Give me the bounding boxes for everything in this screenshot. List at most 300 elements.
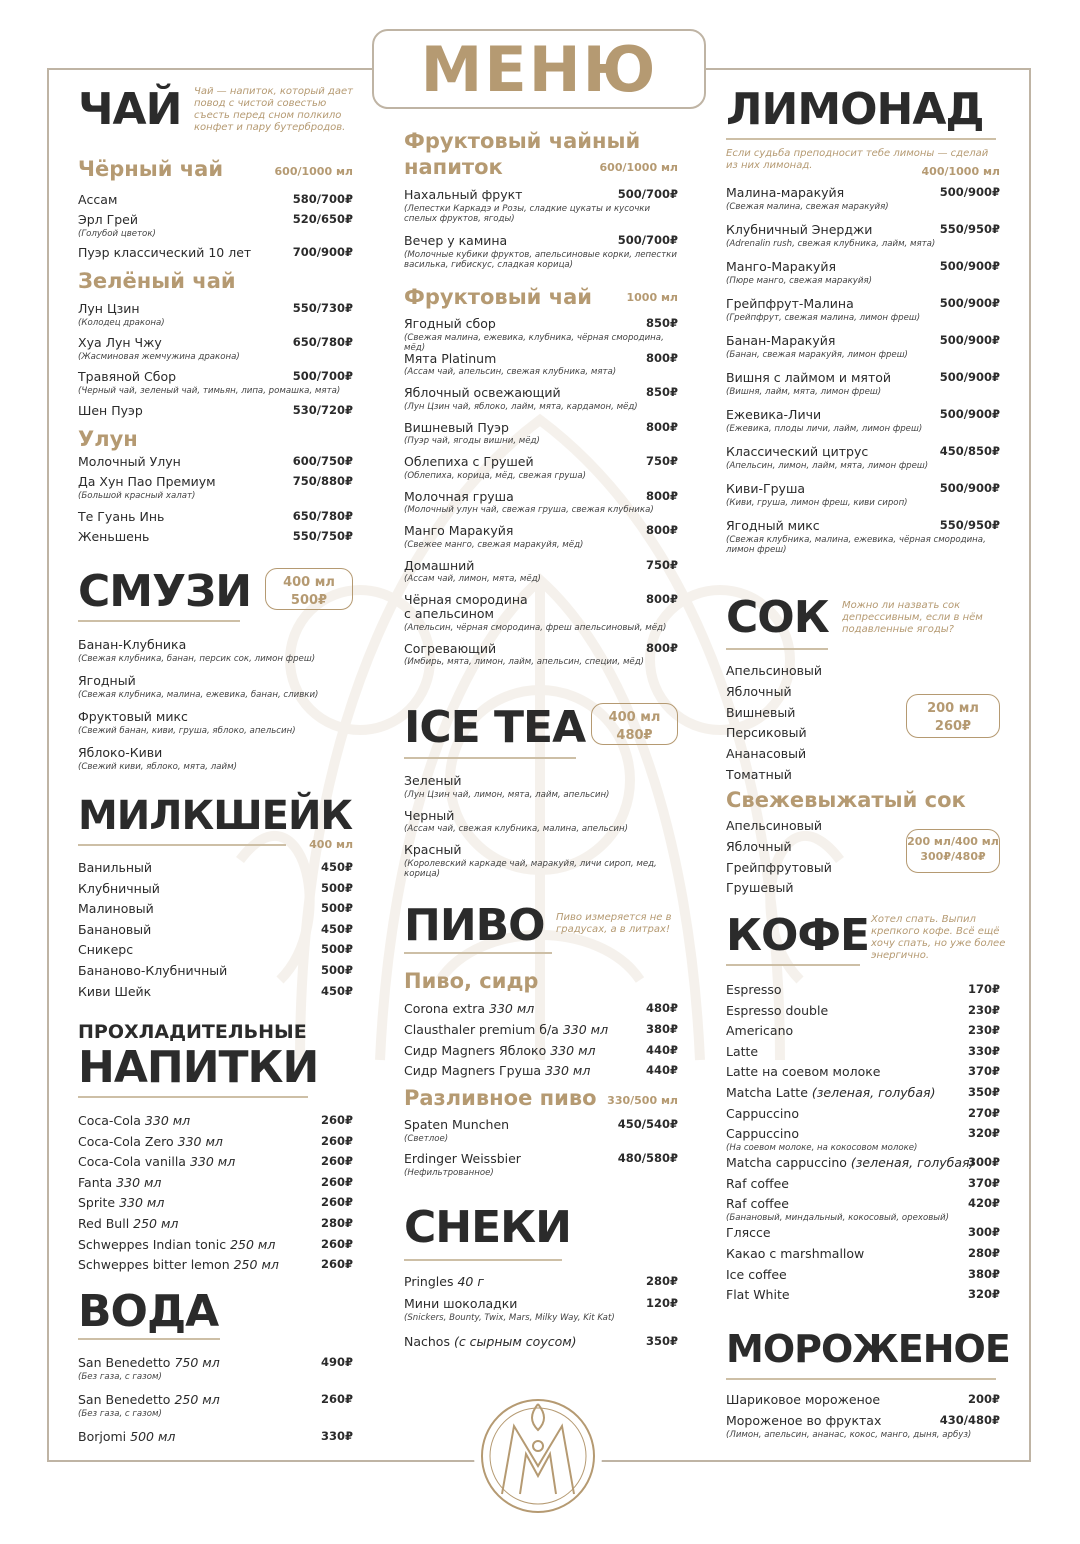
item-name: Erdinger Weissbier — [404, 1151, 521, 1166]
menu-item — [726, 1414, 1000, 1440]
item-name: Киви Шейк — [78, 983, 152, 999]
menu-item — [404, 234, 678, 270]
menu-item — [726, 1268, 1000, 1282]
item-price: 550/950₽ — [939, 222, 1000, 236]
item-name: Женьшень — [78, 529, 150, 544]
item-price: 280₽ — [967, 1246, 1000, 1260]
item-volume: (зеленая, голубая) — [850, 1155, 975, 1171]
item-name: Зеленый — [404, 773, 462, 788]
menu-item — [78, 964, 353, 978]
item-name: Вишневый — [726, 704, 796, 720]
item-name: Домашний — [404, 557, 475, 573]
item-description: (Киви, груша, лимон фреш, киви сироп) — [726, 497, 908, 508]
item-description: (Большой красный халат) — [78, 490, 196, 501]
item-description: (Лун Цзин чай, яблоко, лайм, мята, кардамон, мёд) — [404, 401, 638, 412]
item-name: Matcha cappuccino (зеленая, голубая) — [726, 1155, 975, 1171]
volume-price-badge — [591, 703, 678, 745]
menu-item — [78, 1155, 353, 1169]
item-name: Да Хун Пао Премиум — [78, 474, 216, 489]
item-price: 260₽ — [320, 1236, 353, 1251]
item-price: 800₽ — [645, 640, 678, 655]
menu-item — [78, 674, 353, 700]
item-name: Raf coffee — [726, 1196, 789, 1212]
menu-item — [78, 861, 353, 875]
menu-item — [78, 1258, 353, 1272]
menu-item — [404, 352, 678, 378]
section-divider — [726, 648, 828, 650]
item-name: Matcha Latte (зеленая, голубая) — [726, 1085, 936, 1100]
item-volume: (зеленая, голубая) — [811, 1085, 936, 1100]
item-price: 260₽ — [320, 1257, 353, 1272]
menu-item — [78, 193, 353, 207]
item-name: Грейпфрутовый — [726, 859, 832, 875]
menu-title: МЕНЮ — [420, 33, 658, 106]
menu-item — [78, 710, 353, 736]
item-volume: 250 мл — [174, 1392, 220, 1407]
menu-item — [404, 188, 678, 224]
item-price: 800₽ — [645, 592, 678, 606]
menu-item — [78, 510, 353, 524]
badge-volume: 200 мл/400 мл — [907, 835, 999, 848]
subsection-title: Пиво, сидр — [404, 969, 539, 993]
item-name: Вишня с лаймом и мятой — [726, 370, 892, 385]
item-name: Сникерс — [78, 942, 134, 958]
item-price: 350₽ — [967, 1085, 1000, 1099]
menu-item — [404, 1044, 678, 1058]
section-note: Если судьба преподносит тебе лимоны — сделай из них лимонад. — [726, 148, 989, 171]
menu-item — [726, 334, 1000, 360]
subsection-title: Зелёный чай — [78, 269, 236, 293]
item-description: (Ассам чай, лимон, мята, мёд) — [404, 574, 541, 585]
item-price: 500/700₽ — [617, 233, 678, 247]
item-price: 450/850₽ — [939, 444, 1000, 458]
menu-item — [78, 902, 353, 916]
item-name: Лун Цзин — [78, 301, 140, 316]
badge-volume: 400 мл — [283, 575, 335, 590]
item-description: (Имбирь, мята, лимон, лайм, апельсин, специи, мёд) — [404, 657, 645, 668]
item-volume: (с сырным соусом) — [453, 1334, 577, 1349]
menu-item — [726, 1197, 1000, 1223]
item-description: (Лун Цзин чай, лимон, мята, лайм, апельсин) — [404, 789, 610, 800]
item-price: 200₽ — [967, 1392, 1000, 1406]
menu-item — [78, 746, 353, 772]
item-description: (Апельсин, лимон, лайм, мята, лимон фреш) — [726, 460, 929, 471]
item-name: Яблочный — [726, 683, 792, 699]
menu-item — [78, 530, 353, 544]
menu-item — [726, 1086, 1000, 1100]
badge-price: 500₽ — [290, 592, 328, 608]
section-title-line1: ПРОХЛАДИТЕЛЬНЫЕ — [78, 1021, 307, 1043]
menu-item — [726, 482, 1000, 508]
item-name: Flat White — [726, 1287, 790, 1303]
item-price: 490₽ — [320, 1355, 353, 1369]
menu-item — [726, 445, 1000, 471]
menu-item — [726, 983, 1000, 997]
menu-item — [78, 1393, 353, 1419]
subsection-title: Свежевыжатый сок — [726, 788, 966, 812]
item-name: Ванильный — [78, 860, 153, 875]
item-name: Latte на соевом молоке — [726, 1064, 881, 1080]
item-price: 430/480₽ — [939, 1413, 1000, 1427]
item-name: Манго Маракуйя — [404, 523, 514, 538]
item-volume: 330 мл — [562, 1021, 609, 1037]
menu-item — [404, 1118, 678, 1144]
menu-item — [726, 685, 1000, 699]
menu-item — [404, 642, 678, 668]
item-price: 270₽ — [967, 1105, 1000, 1120]
item-name: Те Гуань Инь — [78, 509, 165, 524]
item-description: (Свежая малина, свежая маракуйя) — [726, 201, 889, 212]
item-price: 500/900₽ — [939, 370, 1000, 384]
item-name: Красный — [404, 842, 462, 857]
menu-item — [404, 1335, 678, 1349]
menu-item — [404, 455, 678, 481]
item-name: Cappuccino — [726, 1105, 799, 1121]
menu-item — [78, 404, 353, 418]
item-price: 650/780₽ — [292, 335, 353, 349]
item-price: 260₽ — [320, 1154, 353, 1169]
item-name: Яблочный освежающий — [404, 385, 561, 400]
item-price: 500/900₽ — [939, 185, 1000, 199]
item-description: (Без газа, с газом) — [78, 1408, 162, 1419]
section-divider — [726, 964, 860, 966]
item-volume: 330 мл — [119, 1195, 165, 1211]
section-title: МИЛКШЕЙК — [78, 793, 353, 839]
item-volume: 250 мл — [233, 1257, 279, 1273]
item-price: 260₽ — [320, 1113, 353, 1127]
menu-item — [726, 1247, 1000, 1261]
item-description: (Облепиха, корица, мёд, свежая груша) — [404, 470, 586, 481]
item-price: 120₽ — [645, 1296, 678, 1310]
item-name: Пуэр классический 10 лет — [78, 245, 252, 260]
item-description: (Свежий киви, яблоко, мята, лайм) — [78, 761, 237, 772]
item-price: 370₽ — [967, 1064, 1000, 1079]
item-price: 750₽ — [645, 454, 678, 468]
item-name: Апельсиновый — [726, 663, 822, 678]
menu-item — [726, 819, 1000, 833]
item-price: 500₽ — [320, 880, 353, 895]
menu-item — [404, 559, 678, 585]
item-name: Мороженое во фруктах — [726, 1413, 882, 1428]
item-name: Raf coffee — [726, 1175, 789, 1191]
item-price: 380₽ — [645, 1021, 678, 1036]
item-price: 450₽ — [320, 921, 353, 936]
menu-item — [726, 519, 1000, 555]
item-price: 260₽ — [320, 1174, 353, 1189]
item-price: 280₽ — [320, 1216, 353, 1230]
item-name: Espresso double — [726, 1002, 829, 1018]
item-volume: 250 мл — [133, 1216, 179, 1231]
menu-item — [404, 421, 678, 447]
item-name: Corona extra 330 мл — [404, 1001, 535, 1016]
menu-item — [726, 1288, 1000, 1302]
item-name: Coca-Cola Zero 330 мл — [78, 1133, 223, 1149]
item-description: (Лимон, апельсин, ананас, кокос, манго, дыня, арбуз) — [726, 1429, 972, 1440]
menu-item — [404, 774, 678, 800]
menu-item — [726, 861, 1000, 875]
item-price: 550/750₽ — [292, 529, 353, 543]
item-description: (Банановый, миндальный, кокосовый, ореховый) — [726, 1213, 949, 1224]
item-price: 500/700₽ — [292, 369, 353, 383]
item-description: (Молочный улун чай, свежая груша, свежая клубника) — [404, 505, 654, 516]
item-name: Апельсиновый — [726, 818, 822, 833]
subsection-title: Фруктовый чай — [404, 285, 593, 309]
menu-item — [404, 1023, 678, 1037]
item-price: 800₽ — [645, 350, 678, 365]
item-description: (Без газа, с газом) — [78, 1371, 162, 1382]
item-name: Чёрная смородина — [404, 592, 528, 607]
menu-item — [404, 843, 678, 879]
item-price: 450/540₽ — [617, 1117, 678, 1131]
section-note: Чай — напиток, который дает повод с чистой совестью съесть перед сном полкило конфет и пару бутербродов. — [194, 86, 353, 133]
item-description: (Ассам чай, апельсин, свежая клубника, мята) — [404, 367, 617, 378]
subsection-title: Фруктовый чайный — [404, 129, 641, 153]
item-name: Грейпфрут-Малина — [726, 296, 854, 311]
item-volume: 750 мл — [174, 1355, 220, 1370]
item-description: (Королевский каркаде чай, маракуйя, личи сироп, мед, корица) — [404, 858, 657, 880]
menu-item — [404, 1275, 678, 1289]
menu-item — [726, 260, 1000, 286]
menu-item — [78, 336, 353, 362]
menu-item — [78, 1114, 353, 1128]
item-price: 300₽ — [967, 1155, 1000, 1170]
item-price: 320₽ — [967, 1287, 1000, 1302]
item-volume: 330 мл — [550, 1042, 596, 1058]
menu-item — [726, 1177, 1000, 1191]
subsection-title: Улун — [78, 427, 138, 451]
item-name: Банан-Маракуйя — [726, 333, 836, 348]
menu-item — [726, 840, 1000, 854]
menu-item — [78, 1196, 353, 1210]
item-volume: 250 мл — [230, 1236, 276, 1252]
section-divider — [78, 1338, 220, 1340]
volume-label: 400/1000 мл — [921, 165, 1000, 178]
menu-item — [78, 1356, 353, 1382]
item-price: 280₽ — [645, 1274, 678, 1288]
item-name: Coca-Cola vanilla 330 мл — [78, 1154, 236, 1170]
item-name: Клубничный — [78, 880, 160, 896]
menu-item — [404, 1064, 678, 1078]
item-price: 440₽ — [645, 1042, 678, 1057]
item-name: Молочная груша — [404, 488, 514, 504]
item-name: Малиновый — [78, 901, 154, 917]
item-name: Сидр Magners Яблоко 330 мл — [404, 1042, 596, 1058]
menu-item — [726, 1156, 1000, 1170]
section-divider — [726, 138, 996, 140]
item-description: (Колодец дракона) — [78, 317, 165, 328]
menu-item — [78, 882, 353, 896]
logo-emblem — [474, 1390, 602, 1520]
item-name: Нахальный фрукт — [404, 187, 523, 202]
item-price: 500/900₽ — [939, 407, 1000, 421]
item-description: (Голубой цветок) — [78, 228, 156, 239]
item-name: Cappuccino — [726, 1126, 799, 1142]
item-price: 260₽ — [320, 1392, 353, 1406]
item-price: 330₽ — [967, 1043, 1000, 1058]
menu-item — [78, 943, 353, 957]
menu-item — [726, 1107, 1000, 1121]
item-name: Latte — [726, 1043, 759, 1059]
item-price: 800₽ — [645, 419, 678, 434]
item-price: 260₽ — [320, 1195, 353, 1210]
menu-item — [78, 1238, 353, 1252]
volume-label: 330/500 мл — [607, 1094, 678, 1107]
item-price: 350₽ — [645, 1334, 678, 1348]
item-name: Schweppes Indian tonic 250 мл — [78, 1236, 276, 1252]
item-volume: 330 мл — [545, 1063, 591, 1079]
item-name: Киви-Груша — [726, 481, 806, 496]
item-price: 530/720₽ — [292, 403, 353, 417]
menu-item — [404, 1152, 678, 1178]
volume-label: 600/1000 мл — [599, 161, 678, 174]
menu-title-box — [372, 29, 706, 109]
item-price: 600/750₽ — [292, 454, 353, 468]
volume-price-badge — [265, 568, 353, 610]
item-name: Хуа Лун Чжу — [78, 335, 162, 350]
section-note: Можно ли назвать сок депрессивным, если в нём подавленные ягоды? — [842, 600, 983, 635]
item-description: (Свежий банан, киви, груша, яблоко, апельсин) — [78, 725, 296, 736]
item-name: Облепиха с Грушей — [404, 454, 534, 469]
item-name: Ягодный микс — [726, 518, 820, 533]
item-name: Schweppes bitter lemon 250 мл — [78, 1257, 279, 1273]
item-name: Эрл Грей — [78, 212, 138, 227]
menu-item — [404, 386, 678, 412]
item-name: Ice coffee — [726, 1266, 787, 1282]
item-description: (На соевом молоке, на кокосовом молоке) — [726, 1142, 918, 1153]
item-name: Вечер у камина — [404, 233, 508, 248]
section-title: СМУЗИ — [78, 566, 252, 617]
item-name: Fanta 330 мл — [78, 1174, 162, 1190]
menu-item — [404, 317, 678, 353]
item-price: 700/900₽ — [292, 245, 353, 259]
section-title: НАПИТКИ — [78, 1042, 319, 1093]
section-title: ЛИМОНАД — [726, 84, 984, 135]
menu-item — [726, 1226, 1000, 1240]
item-price: 260₽ — [320, 1133, 353, 1148]
item-name: Вишневый Пуэр — [404, 419, 509, 435]
menu-item — [726, 768, 1000, 782]
volume-label: 600/1000 мл — [274, 165, 353, 178]
item-name: Clausthaler premium б/а 330 мл — [404, 1021, 609, 1037]
item-name: Фруктовый микс — [78, 709, 188, 724]
item-volume: 330 мл — [116, 1174, 162, 1190]
item-price: 450₽ — [320, 983, 353, 998]
item-name: Ягодный — [78, 673, 136, 688]
item-price: 380₽ — [967, 1266, 1000, 1281]
menu-item — [726, 747, 1000, 761]
item-volume: 330 мл — [144, 1113, 191, 1128]
item-price: 170₽ — [967, 982, 1000, 996]
item-description: (Свежая клубника, малина, ежевика, чёрная смородина, лимон фреш) — [726, 534, 986, 556]
menu-item — [726, 1065, 1000, 1079]
item-name: Молочный Улун — [78, 454, 181, 469]
item-name: Клубничный Энерджи — [726, 222, 873, 237]
item-name: Ананасовый — [726, 746, 807, 762]
item-volume: 500 мл — [130, 1429, 176, 1444]
section-title: ICE TEA — [404, 702, 586, 753]
item-name: Coca-Cola 330 мл — [78, 1113, 191, 1128]
item-name: Классический цитрус — [726, 444, 869, 459]
item-price: 500/900₽ — [939, 259, 1000, 273]
item-price: 800₽ — [645, 523, 678, 537]
section-divider — [78, 1096, 308, 1098]
item-description: (Черный чай, зеленый чай, тимьян, липа, ромашка, мята) — [78, 385, 341, 396]
badge-price: 260₽ — [934, 718, 972, 734]
item-name: Red Bull 250 мл — [78, 1216, 179, 1231]
section-note: Пиво измеряется не в градусах, а в литрах! — [556, 912, 672, 935]
menu-item — [404, 490, 678, 516]
menu-item — [726, 1045, 1000, 1059]
menu-item — [78, 1217, 353, 1231]
item-description: (Свежее манго, свежая маракуйя, мёд) — [404, 539, 584, 550]
item-name: Банановый — [78, 921, 152, 937]
menu-item — [726, 1127, 1000, 1153]
item-price: 550/950₽ — [939, 518, 1000, 532]
menu-item — [78, 1430, 353, 1444]
subsection-title: напиток — [404, 155, 503, 179]
item-name: Бананово-Клубничный — [78, 963, 228, 978]
item-description: (Ежевика, плоды личи, лайм, лимон фреш) — [726, 423, 923, 434]
item-description: (Snickers, Bounty, Twix, Mars, Milky Way, Kit Kat) — [404, 1312, 615, 1323]
item-name: Borjomi 500 мл — [78, 1429, 176, 1444]
item-name: Шариковое мороженое — [726, 1392, 881, 1407]
menu-item — [78, 370, 353, 396]
item-description: (Adrenalin rush, свежая клубника, лайм, мята) — [726, 238, 936, 249]
menu-item — [726, 726, 1000, 740]
item-description: (Свежая малина, ежевика, клубника, чёрная смородина, мёд) — [404, 332, 664, 354]
menu-item — [78, 1135, 353, 1149]
item-description: (Ассам чай, свежая клубника, малина, апельсин) — [404, 824, 628, 835]
item-name: Согревающий — [404, 640, 497, 656]
menu-item — [726, 408, 1000, 434]
item-volume: 330 мл — [189, 1154, 236, 1170]
section-divider — [726, 1378, 996, 1380]
menu-item — [726, 1024, 1000, 1038]
item-description: (Светлое) — [404, 1133, 449, 1144]
menu-item — [726, 1393, 1000, 1407]
item-price: 850₽ — [645, 316, 678, 330]
section-divider — [78, 620, 240, 622]
item-name: Sprite 330 мл — [78, 1195, 165, 1211]
item-description: (Грейпфрут, свежая малина, лимон фреш) — [726, 312, 921, 323]
item-price: 330₽ — [320, 1429, 353, 1443]
menu-item — [726, 223, 1000, 249]
volume-label: 1000 мл — [626, 291, 678, 304]
menu-item — [78, 1176, 353, 1190]
item-name: Шен Пуэр — [78, 403, 143, 418]
badge-price: 300₽/480₽ — [920, 849, 986, 863]
menu-item — [726, 664, 1000, 678]
item-price: 230₽ — [967, 1023, 1000, 1038]
item-name: Яблочный — [726, 838, 792, 854]
menu-item — [78, 985, 353, 999]
item-name: Мята Platinum — [404, 350, 497, 366]
item-name: Pringles 40 г — [404, 1274, 484, 1289]
menu-item — [726, 186, 1000, 212]
item-price: 500/700₽ — [617, 187, 678, 201]
item-name: Spaten Munchen — [404, 1117, 510, 1132]
section-title: ПИВО — [404, 900, 545, 951]
item-name: Ягодный сбор — [404, 316, 496, 331]
section-note: Хотел спать. Выпил крепкого кофе. Всё ещё хочу спать, но уже более энергично. — [871, 914, 1006, 961]
volume-label: 400 мл — [309, 838, 353, 851]
item-price: 230₽ — [967, 1002, 1000, 1017]
item-price: 300₽ — [967, 1225, 1000, 1240]
item-name: Мини шоколадки — [404, 1296, 518, 1311]
item-price: 800₽ — [645, 488, 678, 503]
item-price: 500/900₽ — [939, 481, 1000, 495]
item-name: Гляссе — [726, 1225, 771, 1241]
